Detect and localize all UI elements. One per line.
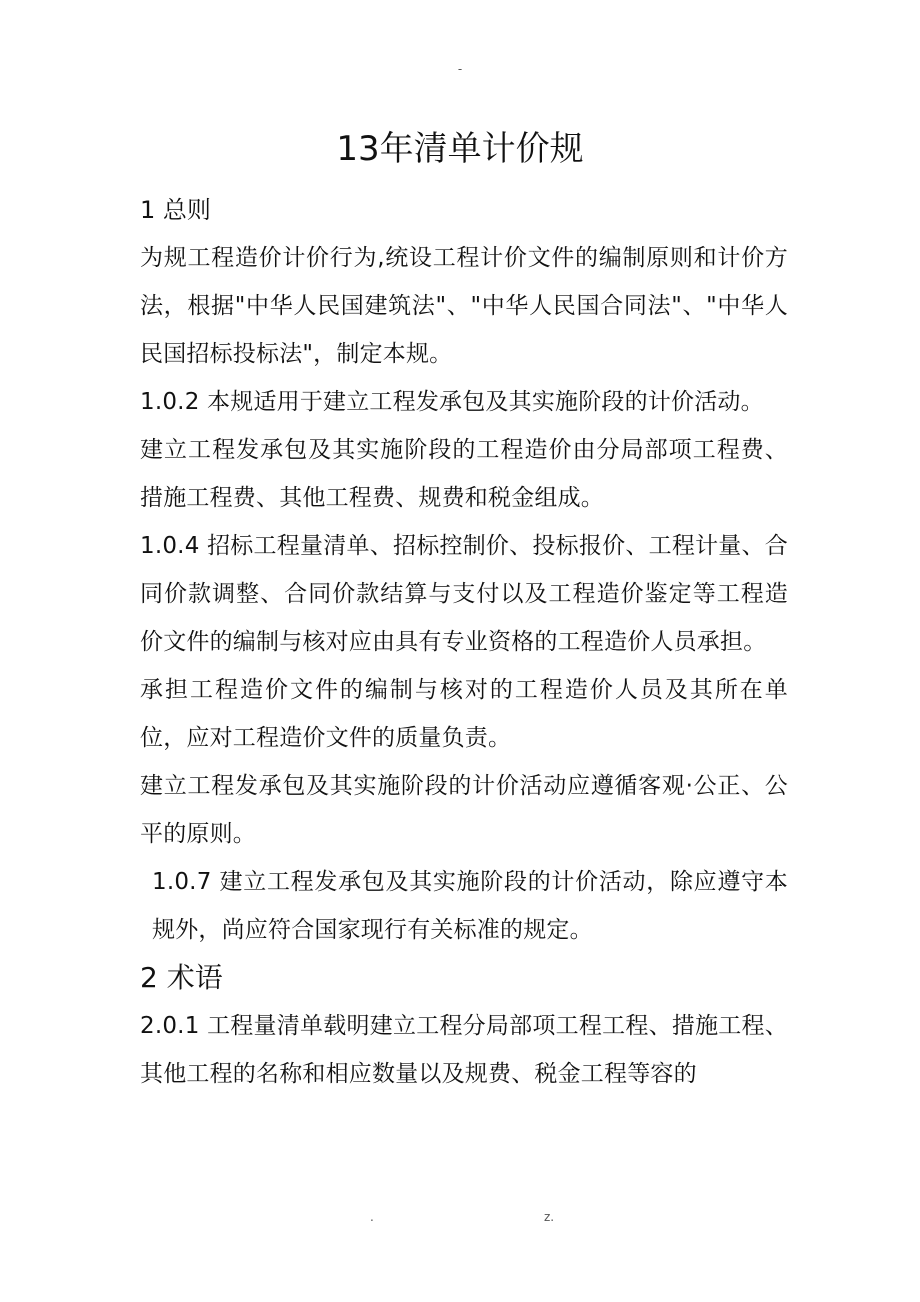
paragraph-responsibility: 承担工程造价文件的编制与核对的工程造价人员及其所在单位，应对工程造价文件的质量负责。	[140, 677, 788, 751]
paragraph-purpose: 为规工程造价计价行为,统设工程计价文件的编制原则和计价方法，根据"中华人民国建筑法"、"中华人民国合同法"、"中华人民国招标投标法"，制定本规。	[140, 245, 788, 367]
paragraph-principles: 建立工程发承包及其实施阶段的计价活动应遵循客观·公正、公平的原则。	[140, 773, 788, 847]
paragraph-1-0-7: 1.0.7 建立工程发承包及其实施阶段的计价活动，除应遵守本规外，尚应符合国家现行有关标准的规定。	[152, 869, 788, 943]
footer-right-mark: z.	[544, 1210, 555, 1224]
section-heading-terms: 2 术语	[140, 961, 223, 994]
document-body	[140, 186, 788, 1098]
section-heading-general: 1 总则	[140, 196, 211, 224]
paragraph-1-0-4: 1.0.4 招标工程量清单、招标控制价、投标报价、工程计量、合同价款调整、合同价款结算与支付以及工程造价鉴定等工程造价文件的编制与核对应由具有专业资格的工程造价人员承担。	[140, 533, 788, 655]
paragraph-cost-composition: 建立工程发承包及其实施阶段的工程造价由分局部项工程费、措施工程费、其他工程费、规费和税金组成。	[140, 437, 788, 511]
header-mark: -	[457, 62, 463, 76]
paragraph-2-0-1: 2.0.1 工程量清单载明建立工程分局部项工程工程、措施工程、其他工程的名称和相应数量以及规费、税金工程等容的	[140, 1013, 788, 1087]
footer-left-mark: .	[370, 1210, 374, 1224]
paragraph-1-0-2: 1.0.2 本规适用于建立工程发承包及其实施阶段的计价活动。	[140, 389, 764, 415]
document-title: 13年清单计价规	[336, 129, 584, 169]
